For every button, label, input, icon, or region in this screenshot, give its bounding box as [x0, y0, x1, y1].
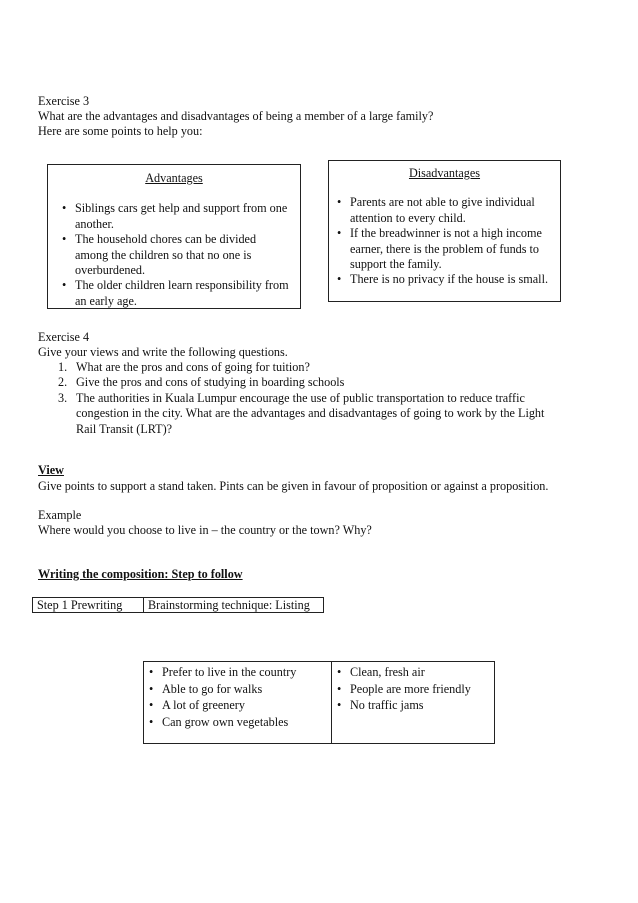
disadvantages-box	[328, 160, 561, 302]
disadvantage-item	[337, 272, 560, 287]
question-number: 2.	[58, 375, 68, 390]
exercise-3-hint: Here are some points to help you:	[38, 124, 203, 138]
disadvantage-item	[337, 195, 560, 226]
advantage-item-line: another.	[75, 216, 114, 231]
disadvantage-item-line: • There is no privacy if the house is small.	[350, 272, 548, 287]
advantages-list	[62, 201, 300, 309]
disadvantage-item-line: support the family.	[350, 257, 442, 272]
exercise-4-question	[38, 391, 618, 437]
exercise-4-question	[38, 360, 618, 375]
step-technique: Brainstorming technique: Listing	[144, 598, 324, 613]
disadvantages-list	[337, 195, 560, 287]
listing-reasons-cell	[332, 662, 495, 744]
advantage-item-line: • The older children learn responsibility from	[75, 278, 289, 293]
exercise-4-question	[38, 375, 618, 390]
reason-point: • People are more friendly	[337, 681, 489, 698]
listing-country-list	[149, 664, 326, 730]
question-text: congestion in the city. What are the advantages and disadvantages of going to work by the Light	[76, 406, 545, 421]
question-text: Give the pros and cons of studying in boarding schools	[76, 375, 345, 390]
reason-point: • No traffic jams	[337, 697, 489, 714]
question-text: The authorities in Kuala Lumpur encourage the use of public transportation to reduce traffic	[76, 390, 525, 405]
question-number: 3.	[58, 390, 68, 405]
exercise-4-instruction: Give your views and write the following questions.	[38, 345, 288, 359]
disadvantage-item-line: • Parents are not able to give individual	[350, 195, 535, 210]
question-number: 1.	[58, 360, 68, 374]
example-text: Where would you choose to live in – the country or the town? Why?	[38, 523, 372, 537]
exercise-3-heading: Exercise 3	[38, 94, 90, 108]
country-point: • Can grow own vegetables	[149, 714, 326, 731]
country-point: • A lot of greenery	[149, 697, 326, 714]
advantage-item-line: among the children so that no one is	[75, 247, 252, 262]
exercise-3-question: What are the advantages and disadvantages of being a member of a large family?	[38, 109, 434, 123]
disadvantage-item	[337, 226, 560, 272]
advantages-title: Advantages	[145, 171, 203, 185]
writing-heading: Writing the composition: Step to follow	[38, 567, 243, 581]
question-text: What are the pros and cons of going for tuition?	[76, 360, 310, 374]
advantage-item-line: an early age.	[75, 293, 137, 308]
listing-reasons-list	[337, 664, 489, 714]
example-heading: Example	[38, 508, 82, 522]
step-table	[32, 597, 324, 613]
advantage-item-line: • Siblings cars get help and support from one	[75, 201, 288, 216]
advantages-box	[47, 164, 301, 309]
disadvantage-item-line: • If the breadwinner is not a high income	[350, 226, 542, 241]
disadvantage-item-line: earner, there is the problem of funds to	[350, 241, 540, 256]
country-point: • Prefer to live in the country	[149, 664, 326, 681]
view-heading: View	[38, 463, 64, 477]
disadvantages-title: Disadvantages	[408, 166, 481, 180]
exercise-4-questions	[38, 360, 618, 437]
advantage-item-line: • The household chores can be divided	[75, 232, 257, 247]
step-label: Step 1 Prewriting	[33, 598, 144, 613]
country-point: • Able to go for walks	[149, 681, 326, 698]
advantage-item-line: overburdened.	[75, 263, 146, 278]
disadvantage-item-line: attention to every child.	[350, 210, 466, 225]
listing-table	[143, 661, 495, 744]
reason-point: • Clean, fresh air	[337, 664, 489, 681]
advantage-item	[62, 232, 300, 278]
view-text: Give points to support a stand taken. Pints can be given in favour of proposition or against a proposition.	[38, 479, 549, 493]
listing-country-cell	[144, 662, 332, 744]
advantage-item	[62, 201, 300, 232]
question-text: Rail Transit (LRT)?	[76, 421, 173, 436]
exercise-4-heading: Exercise 4	[38, 330, 90, 344]
advantage-item	[62, 278, 300, 309]
